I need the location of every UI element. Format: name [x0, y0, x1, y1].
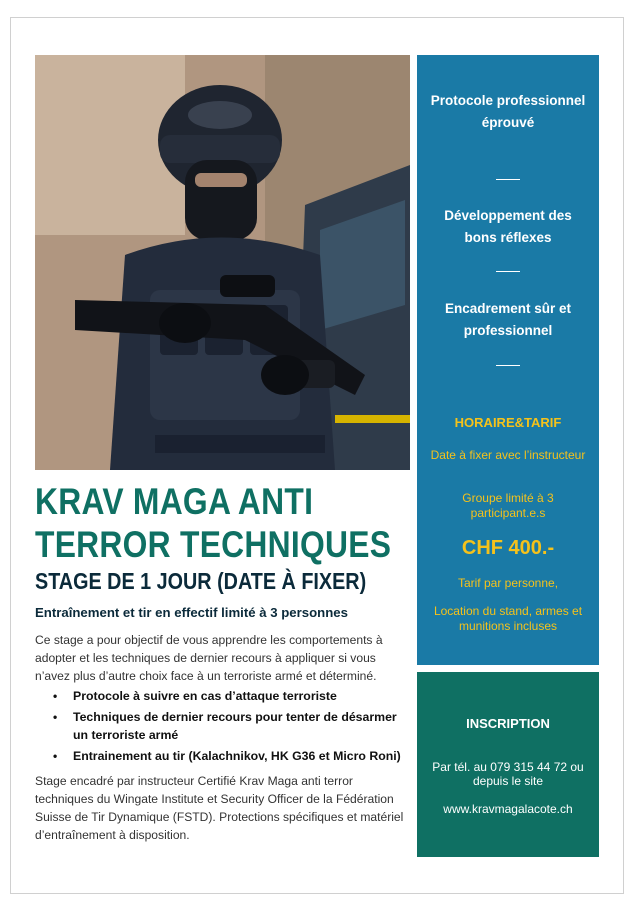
bullet-list	[35, 687, 415, 768]
title-line-1: KRAV MAGA ANTI	[35, 481, 314, 522]
feature-divider	[496, 271, 520, 272]
armed-tactical-officer-photo	[35, 55, 410, 470]
group-size-info: Groupe limité à 3 participant.e.s	[462, 491, 554, 520]
list-item: • Techniques de dernier recours pour tenter de désarmer un terroriste armé	[73, 708, 415, 744]
feature-supervision: Encadrement sûr et professionnel	[444, 301, 572, 338]
list-item: • Entrainement au tir (Kalachnikov, HK G36 et Micro Roni)	[73, 747, 415, 765]
feature-divider	[496, 179, 520, 180]
outro-paragraph: Stage encadré par instructeur Certifié Krav Maga anti terror techniques du Wingate Institute et Security Officer de la Fédération Suisse de Tir Dynamique (FSTD). Protections spécifiques et matériel d’entraînement à disposition.	[35, 774, 404, 842]
price-includes: Location du stand, armes et munitions incluses	[433, 604, 583, 633]
schedule-pricing-heading: HORAIRE&TARIF	[454, 415, 562, 430]
registration-panel	[417, 672, 599, 857]
date-info: Date à fixer avec l’instructeur	[430, 448, 586, 462]
feature-protocol: Protocole professionnel éprouvé	[430, 93, 586, 130]
registration-website-link[interactable]: www.kravmagalacote.ch	[443, 802, 573, 816]
features-and-pricing-panel	[417, 55, 599, 665]
intro-paragraph: Ce stage a pour objectif de vous apprendre les comportements à adopter et les techniques de dernier recours à appliquer si vous n’avez plus d’autre choix face à un terroriste armé et déterminé.	[35, 633, 383, 683]
lead-text: Entraînement et tir en effectif limité à 3 personnes	[35, 605, 348, 620]
title-line-2: TERROR TECHNIQUES	[35, 524, 392, 565]
price-per-person: Tarif par personne,	[457, 576, 559, 590]
feature-reflexes: Développement des bons réflexes	[444, 208, 572, 245]
price: CHF 400.-	[461, 537, 555, 559]
registration-heading: INSCRIPTION	[466, 716, 550, 731]
registration-phone: Par tél. au 079 315 44 72 ou depuis le site	[432, 760, 584, 788]
page-subtitle: STAGE DE 1 JOUR (DATE À FIXER)	[35, 568, 367, 594]
feature-divider	[496, 365, 520, 366]
list-item: • Protocole à suivre en cas d’attaque terroriste	[73, 687, 415, 705]
page-title	[35, 480, 391, 566]
